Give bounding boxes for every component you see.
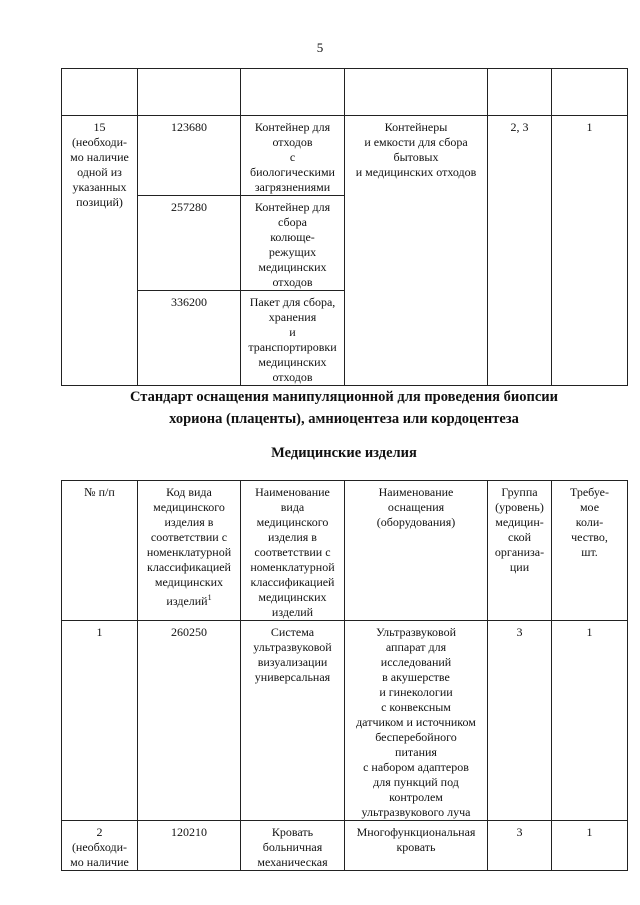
item-name-cell: Контейнер для сбора колюще- режущих медицинских отходов [241, 196, 345, 291]
table-row [62, 621, 628, 821]
item-name-cell: Система ультразвуковой визуализации универсальная [241, 621, 345, 821]
equipment-table-top [61, 68, 628, 386]
table-row-empty [62, 69, 628, 116]
row-number-cell: 1 [62, 621, 138, 821]
code-cell: 257280 [138, 196, 241, 291]
table-header-row [62, 481, 628, 621]
header-num: № п/п [62, 481, 138, 621]
table-row [62, 821, 628, 871]
code-cell: 120210 [138, 821, 241, 871]
section-subtitle: Медицинские изделия [271, 445, 417, 461]
item-name-cell: Кровать больничная механическая [241, 821, 345, 871]
header-code [138, 481, 241, 621]
code-cell: 260250 [138, 621, 241, 821]
equipment-cell: Контейнеры и емкости для сбора бытовых и медицинских отходов [345, 116, 488, 386]
header-code-text: Код вида медицинского изделия в соответствии с номенклатурной классификацией медицинских изделий [146, 485, 232, 608]
code-cell: 336200 [138, 291, 241, 386]
table-row [62, 116, 628, 196]
header-equipment: Наименование оснащения (оборудования) [345, 481, 488, 621]
row-number-cell: 2 (необходи- мо наличие [62, 821, 138, 871]
header-group: Группа (уровень) медицин- ской организа- ции [488, 481, 552, 621]
header-name: Наименование вида медицинского изделия в соответствии с номенклатурной классификацией медицинских изделий [241, 481, 345, 621]
group-cell: 3 [488, 821, 552, 871]
quantity-cell: 1 [552, 116, 628, 386]
item-name-cell: Пакет для сбора, хранения и транспортировки медицинских отходов [241, 291, 345, 386]
group-cell: 2, 3 [488, 116, 552, 386]
item-name-cell: Контейнер для отходов с биологическими загрязнениями [241, 116, 345, 196]
row-number-cell: 15 (необходи- мо наличие одной из указанных позиций) [62, 116, 138, 386]
group-cell: 3 [488, 621, 552, 821]
quantity-cell: 1 [552, 621, 628, 821]
page-number: 5 [316, 40, 324, 55]
medical-devices-table [61, 480, 628, 871]
code-cell: 123680 [138, 116, 241, 196]
equipment-cell: Многофункциональная кровать [345, 821, 488, 871]
equipment-cell: Ультразвуковой аппарат для исследований в акушерстве и гинекологии с конвексным датчиком и источником бесперебойного питания с набором адаптеров для пункций под контролем ультразвукового луча [345, 621, 488, 821]
section-title: Стандарт оснащения манипуляционной для проведения биопсии хориона (плаценты), амниоцентеза или кордоцентеза [129, 389, 559, 427]
quantity-cell: 1 [552, 821, 628, 871]
header-quantity: Требуе- мое коли- чество, шт. [552, 481, 628, 621]
footnote-mark: 1 [207, 593, 212, 602]
